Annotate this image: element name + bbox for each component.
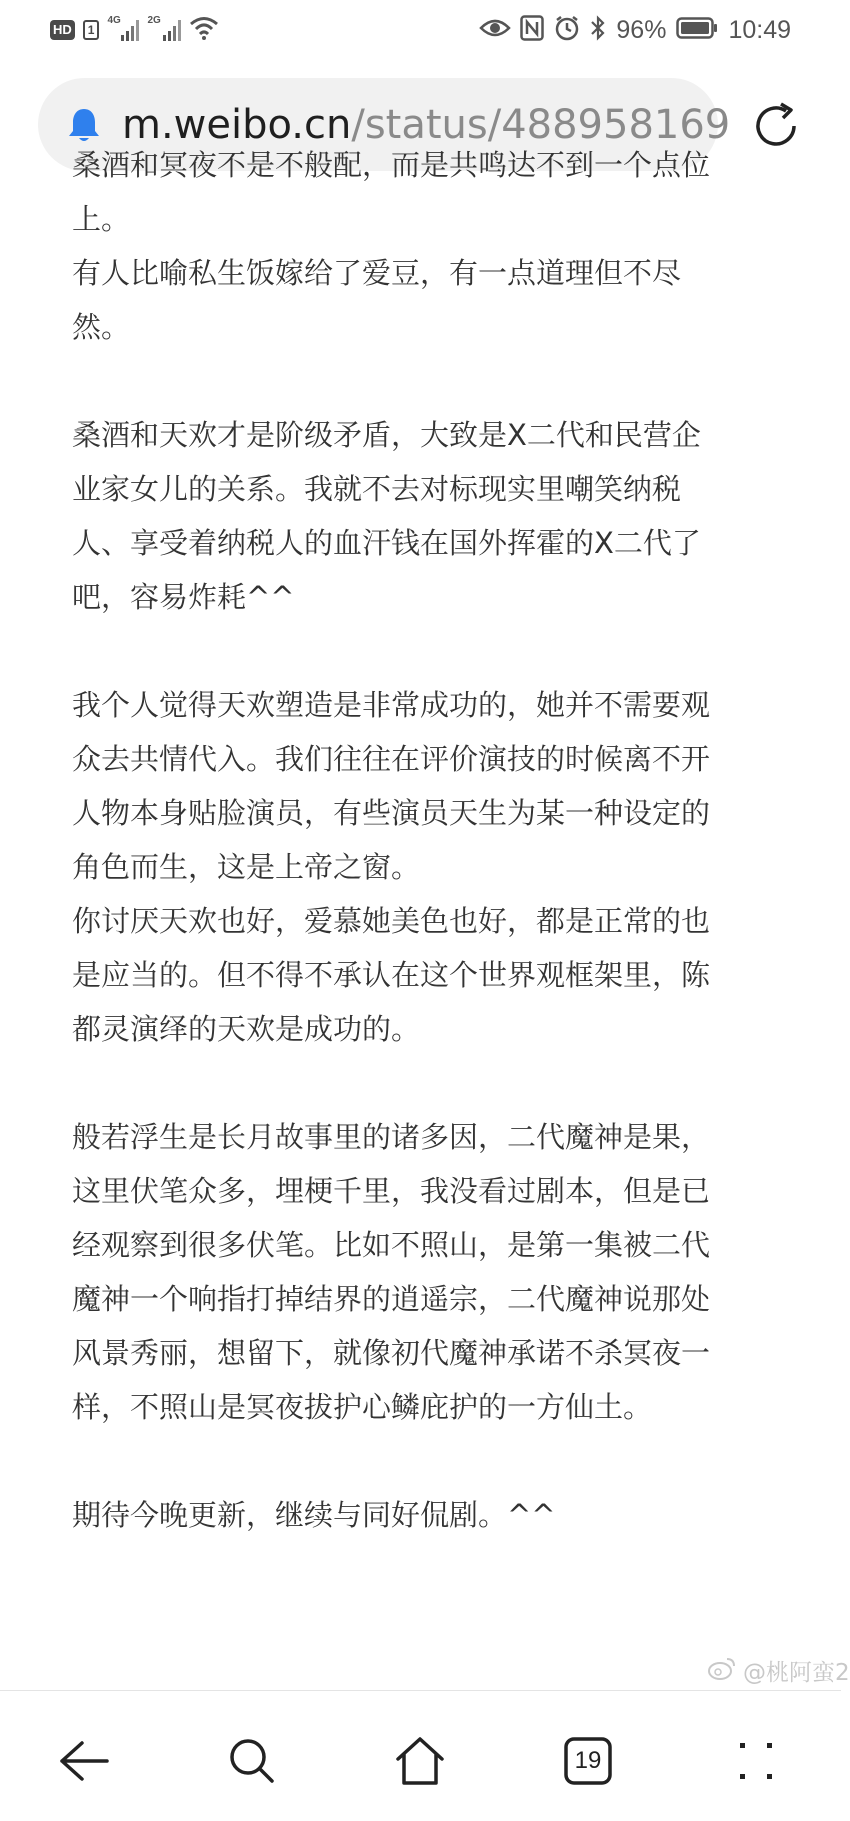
search-icon bbox=[227, 1736, 277, 1786]
post-content bbox=[72, 148, 792, 1691]
hd-icon: HD bbox=[50, 20, 75, 40]
post-text-line: 期待今晚更新，继续与同好侃剧。^^ bbox=[72, 1498, 556, 1532]
post-text-line: 众去共情代入。我们往往在评价演技的时候离不开 bbox=[72, 742, 711, 776]
url-path: /status/488958169 bbox=[351, 102, 731, 148]
wifi-icon bbox=[189, 15, 219, 46]
battery-percent: 96% bbox=[616, 15, 667, 44]
post-body bbox=[72, 138, 792, 1542]
home-icon bbox=[394, 1735, 446, 1787]
post-text-line: 人物本身贴脸演员，有些演员天生为某一种设定的 bbox=[72, 796, 711, 830]
bluetooth-icon bbox=[590, 15, 606, 46]
post-text-line: 人、享受着纳税人的血汗钱在国外挥霍的X二代了 bbox=[72, 526, 701, 560]
bottom-nav bbox=[0, 1691, 841, 1821]
post-text-line: 般若浮生是长月故事里的诸多因，二代魔神是果， bbox=[72, 1120, 711, 1154]
status-bar-left bbox=[50, 14, 219, 46]
post-text-line: 魔神一个响指打掉结界的逍遥宗，二代魔神说那处 bbox=[72, 1282, 711, 1316]
post-paragraph bbox=[72, 1110, 792, 1434]
more-icon bbox=[736, 1739, 776, 1783]
network-type-label-2: 2G bbox=[147, 15, 161, 26]
post-paragraph bbox=[72, 408, 792, 624]
watermark bbox=[707, 1654, 850, 1687]
post-text-line: 吧，容易炸耗^^ bbox=[72, 580, 295, 614]
signal-icon-2 bbox=[147, 17, 181, 43]
clock: 10:49 bbox=[728, 15, 791, 44]
status-bar bbox=[0, 0, 841, 62]
menu-button[interactable] bbox=[726, 1731, 786, 1791]
post-text-line: 然。 bbox=[72, 310, 131, 344]
back-arrow-icon bbox=[58, 1739, 110, 1783]
network-type-label-1: 4G bbox=[107, 15, 121, 26]
post-paragraph bbox=[72, 138, 792, 354]
post-text-line: 都灵演绎的天欢是成功的。 bbox=[72, 1012, 421, 1046]
post-text-line: 业家女儿的关系。我就不去对标现实里嘲笑纳税 bbox=[72, 472, 682, 506]
post-text-line: 是应当的。但不得不承认在这个世界观框架里，陈 bbox=[72, 958, 711, 992]
sim-icon: 1 bbox=[83, 20, 100, 40]
nfc-icon bbox=[520, 15, 544, 46]
post-text-line: 风景秀丽，想留下，就像初代魔神承诺不杀冥夜一 bbox=[72, 1336, 711, 1370]
watermark-text: @桃阿蛮2 bbox=[743, 1660, 850, 1686]
tab-count: 19 bbox=[574, 1747, 602, 1774]
signal-icon-1 bbox=[107, 17, 139, 43]
weibo-logo-icon bbox=[707, 1656, 737, 1686]
post-text-line: 桑酒和天欢才是阶级矛盾，大致是X二代和民营企 bbox=[72, 418, 701, 452]
post-text-line: 你讨厌天欢也好，爱慕她美色也好，都是正常的也 bbox=[72, 904, 711, 938]
post-paragraph bbox=[72, 1488, 792, 1542]
post-text-line: 这里伏笔众多，埋梗千里，我没看过剧本，但是已 bbox=[72, 1174, 711, 1208]
back-button[interactable] bbox=[54, 1731, 114, 1791]
search-button[interactable] bbox=[222, 1731, 282, 1791]
post-text-line: 桑酒和冥夜不是不般配，而是共鸣达不到一个点位 bbox=[72, 148, 711, 182]
post-text-line: 有人比喻私生饭嫁给了爱豆，有一点道理但不尽 bbox=[72, 256, 682, 290]
tabs-button[interactable] bbox=[558, 1731, 618, 1791]
post-text-line: 角色而生，这是上帝之窗。 bbox=[72, 850, 421, 884]
post-paragraph bbox=[72, 678, 792, 1056]
battery-icon bbox=[676, 17, 718, 44]
home-button[interactable] bbox=[390, 1731, 450, 1791]
post-text-line: 样，不照山是冥夜拔护心鳞庇护的一方仙土。 bbox=[72, 1390, 653, 1424]
post-text-line: 上。 bbox=[72, 202, 131, 236]
alarm-icon bbox=[554, 15, 580, 46]
url-domain: m.weibo.cn bbox=[122, 102, 352, 148]
status-bar-right bbox=[480, 12, 791, 48]
post-text-line: 我个人觉得天欢塑造是非常成功的，她并不需要观 bbox=[72, 688, 711, 722]
eye-icon bbox=[480, 17, 510, 44]
post-text-line: 经观察到很多伏笔。比如不照山，是第一集被二代 bbox=[72, 1228, 711, 1262]
